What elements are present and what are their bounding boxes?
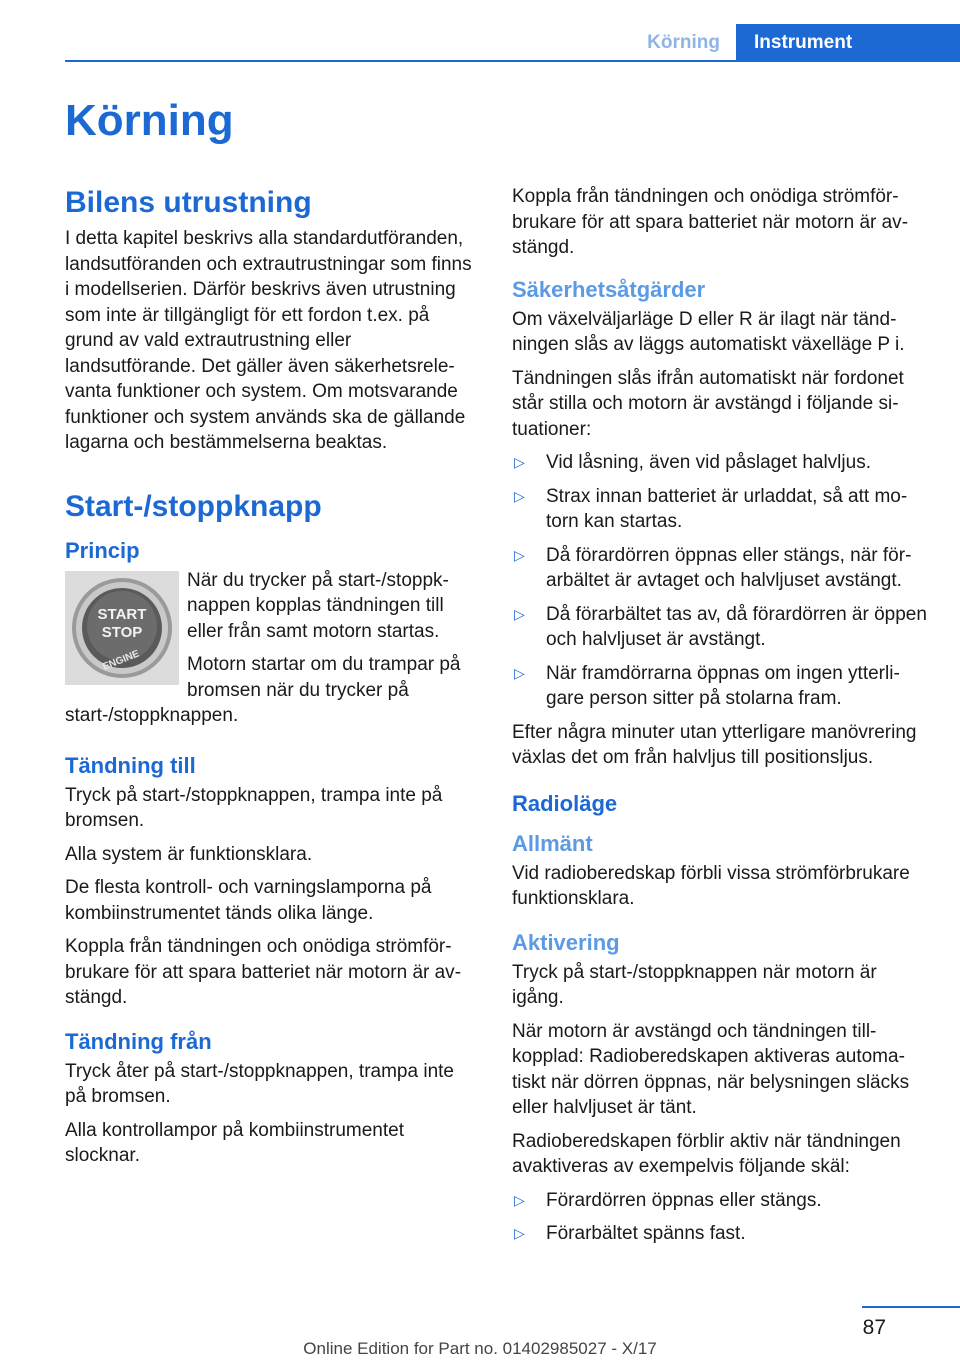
header-tab-instrument: Instrument: [736, 24, 960, 62]
subsection-title-sakerhetsatgarder: Säkerhetsåtgärder: [512, 276, 706, 302]
paragraph-tandning-till-2: Alla system är funktionsklara.: [65, 843, 313, 865]
subsection-title-aktivering: Aktivering: [512, 929, 620, 955]
paragraph-tandning-till-3: De flesta kontroll- och varningslamporna på kombiinstrumentet tänds olika länge.: [65, 877, 432, 924]
button-label-start: START: [97, 605, 147, 623]
paragraph-tandning-till-4: Koppla från tändningen och onödiga strömförbrukare för att spara batteriet när motorn är avstängd.: [65, 936, 462, 1008]
subsection-title-princip: Princip: [65, 537, 140, 563]
paragraph-tandning-fran-2: Alla kontrollampor på kombiinstrumentet slocknar.: [65, 1119, 404, 1166]
triangle-bullet-icon: ▷: [514, 664, 525, 681]
list-aktivering: [512, 1188, 928, 1247]
list-item: ▷ När framdörrarna öppnas om ingen ytterligare person sitter på stolarna fram.: [514, 662, 900, 709]
paragraph-bilens-utrustning: I detta kapitel beskrivs alla standardutföranden, landsutföranden och extrautrustningar som finns i modellserien. Därför beskrivs även utrustning som inte är tillgängligt för ett fordon t.ex. på grund av vald extrautrustning eller landsutförande. Det gäller även säkerhetsrelevanta funktioner och system. Om motsvarande funktioner och system används ska de gällande lagarna och bestämmelserna beaktas.: [65, 228, 472, 453]
paragraph-sakerhet-1: Om växelväljarläge D eller R är ilagt när tändningen slås av läggs automatiskt växelläge P i.: [512, 308, 905, 355]
left-column: [65, 184, 480, 1177]
header-section-label: Körning: [647, 32, 720, 53]
triangle-bullet-icon: ▷: [514, 454, 525, 470]
list-item: ▷ Förarbältet spänns fast.: [512, 1221, 928, 1247]
page-title: Körning: [65, 96, 234, 145]
list-item: ▷ Vid låsning, även vid påslaget halvljus.: [512, 450, 928, 476]
list-item: ▷ Strax innan batteriet är urladdat, så att motorn kan startas.: [514, 485, 908, 532]
footer-rule: [862, 1306, 960, 1308]
paragraph-tandning-till-1: Tryck på start-/stoppknappen, trampa inte på bromsen.: [65, 784, 443, 831]
edition-footer: Online Edition for Part no. 01402985027 - X/17: [303, 1339, 657, 1358]
paragraph-right-top: Koppla från tändningen och onödiga strömförbrukare för att spara batteriet när motorn är avstängd.: [512, 186, 909, 258]
paragraph-princip-1: När du trycker på start-/stoppknappen kopplas tändningen till eller från samt motorn startas.: [187, 569, 449, 642]
paragraph-aktivering-1: Tryck på start-/stoppknappen när motorn är igång.: [512, 961, 877, 1008]
paragraph-allmant-1: Vid radioberedskap förbli vissa strömförbrukare funktionsklara.: [512, 862, 910, 909]
start-stop-button-icon: [65, 571, 179, 685]
triangle-bullet-icon: ▷: [514, 546, 525, 563]
subsection-title-radiolage: Radioläge: [512, 790, 618, 816]
list-sakerhet: [512, 450, 928, 712]
triangle-bullet-icon: ▷: [514, 487, 525, 504]
button-label-engine: ENGINE: [101, 647, 141, 673]
section-title-start-stoppknapp: Start-/stoppknapp: [65, 489, 322, 523]
list-item: ▷ Då förarbältet tas av, då förardörren är öppen och halvljuset är avstängt.: [514, 603, 927, 650]
paragraph-tandning-fran-1: Tryck åter på start-/stoppknappen, trampa inte på bromsen.: [65, 1060, 454, 1107]
subsection-title-allmant: Allmänt: [512, 830, 593, 856]
list-item: ▷ Förardörren öppnas eller stängs.: [512, 1188, 928, 1214]
triangle-bullet-icon: ▷: [514, 1191, 525, 1208]
paragraph-sakerhet-2: Tändningen slås ifrån automatiskt när fordonet står stilla och motorn är avstängd i följande situationer:: [512, 367, 904, 440]
subsection-title-tandning-till: Tändning till: [65, 752, 196, 778]
triangle-bullet-icon: ▷: [514, 605, 525, 622]
princip-figure-row: [65, 568, 480, 737]
page-number: 87: [862, 1316, 886, 1339]
paragraph-princip-2: Motorn startar om du trampar på bromsen när du trycker på start-/stoppknappen.: [65, 654, 461, 726]
list-item: ▷ Då förardörren öppnas eller stängs, när förarbältet är avtaget och halvljuset avstängt.: [514, 544, 912, 591]
triangle-bullet-icon: ▷: [514, 1225, 525, 1241]
paragraph-aktivering-2: När motorn är avstängd och tändningen tillkopplad: Radioberedskapen aktiveras automatiskt när dörren öppnas, när belysningen släcks eller halvljuset är tänt.: [512, 1020, 910, 1118]
button-label-stop: STOP: [101, 623, 143, 641]
right-column: [512, 184, 928, 1255]
section-title-bilens-utrustning: Bilens utrustning: [65, 186, 312, 219]
paragraph-aktivering-3: Radioberedskapen förblir aktiv när tändningen avaktiveras av exempelvis följande skäl:: [512, 1130, 901, 1177]
start-stop-button-image: [65, 571, 179, 685]
paragraph-sakerhet-3: Efter några minuter utan ytterligare manövrering växlas det om från halvljus till positionsljus.: [512, 721, 917, 768]
subsection-title-tandning-fran: Tändning från: [65, 1028, 212, 1054]
